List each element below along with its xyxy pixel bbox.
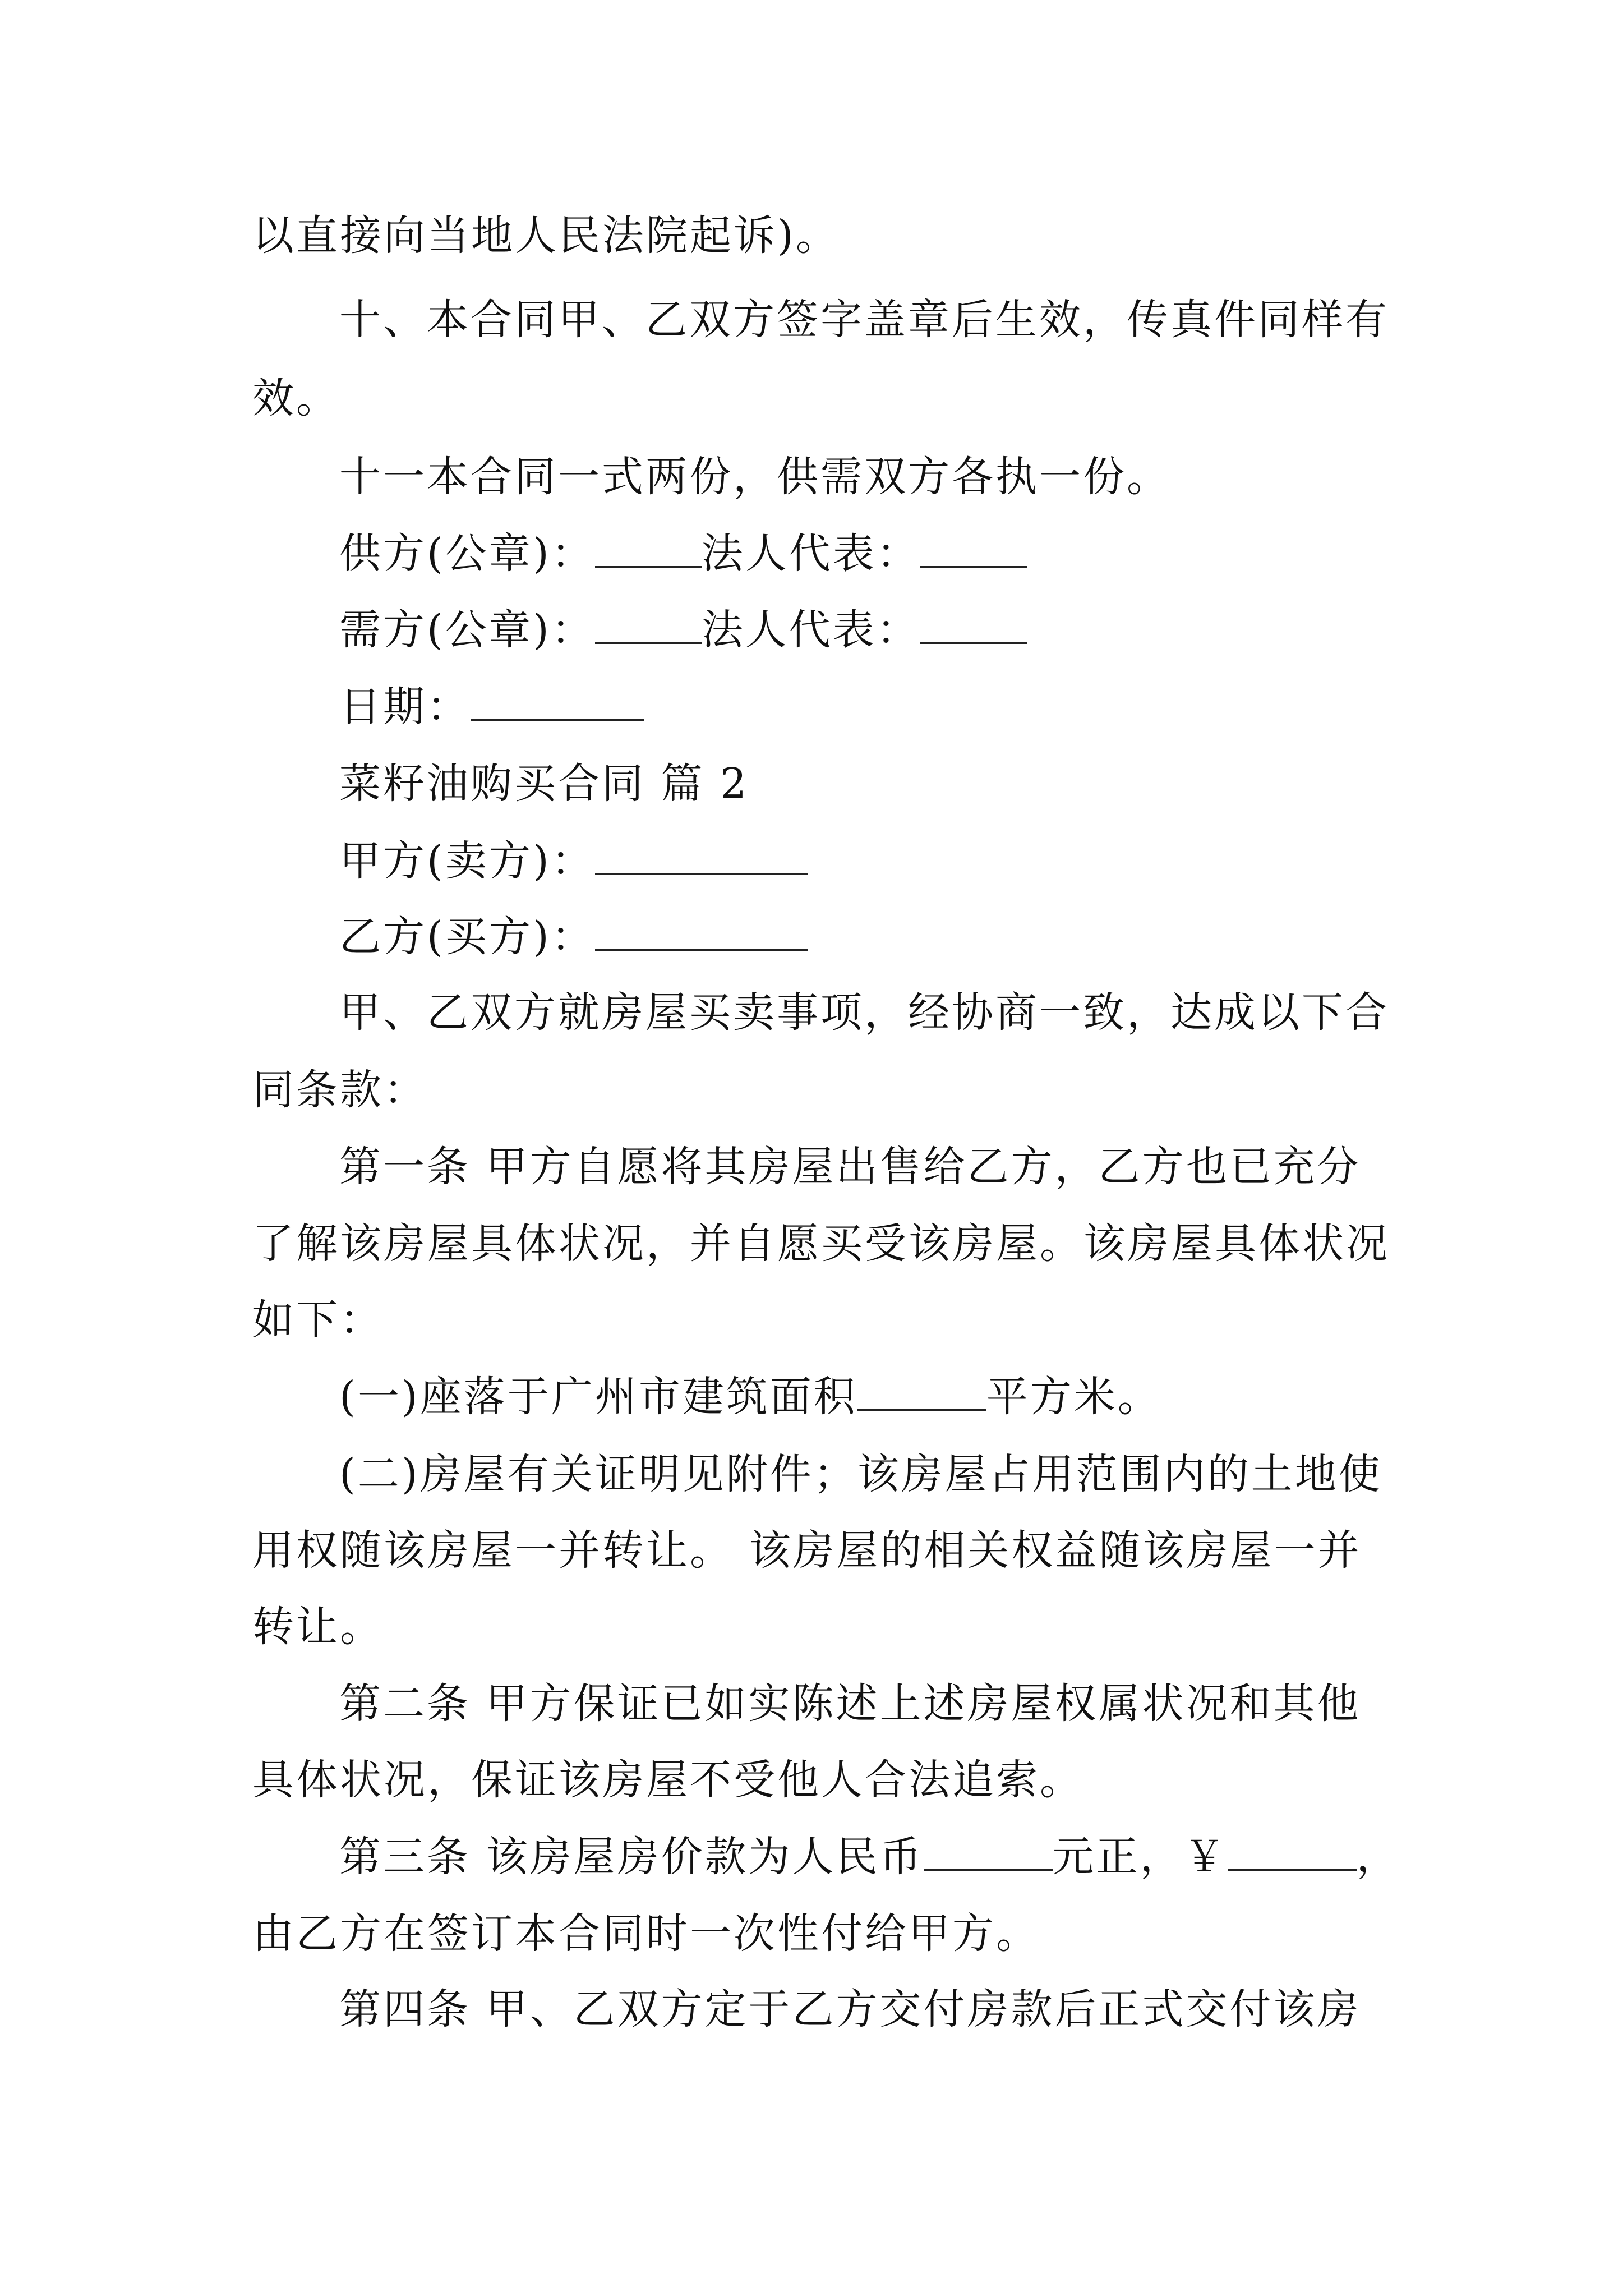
party-b-label: 乙方(买方)： bbox=[339, 913, 595, 961]
legal-rep-label: 法人代表： bbox=[701, 606, 920, 654]
paragraph-line bbox=[252, 1292, 384, 1348]
party-b-blank bbox=[595, 913, 808, 951]
text: 以直接向当地人民法院起诉)。 bbox=[252, 211, 840, 260]
legal-rep-blank bbox=[920, 606, 1027, 644]
party-b-line bbox=[339, 909, 808, 965]
legal-rep-label: 法人代表： bbox=[701, 530, 920, 578]
party-a-label: 甲方(卖方)： bbox=[339, 837, 595, 885]
text: 第四条 甲、乙双方定于乙方交付房款后正式交付该房 bbox=[339, 1985, 1361, 2033]
price-rmb-blank bbox=[924, 1833, 1053, 1871]
date-label: 日期： bbox=[339, 683, 471, 731]
paragraph-line bbox=[252, 1062, 427, 1118]
text: 甲、乙双方就房屋买卖事项，经协商一致，达成以下合 bbox=[339, 988, 1389, 1037]
supplier-seal-blank bbox=[595, 530, 702, 568]
paragraph-line bbox=[339, 1446, 1382, 1502]
buyer-seal-label: 需方(公章)： bbox=[339, 606, 595, 654]
date-blank bbox=[471, 683, 644, 721]
area-blank bbox=[857, 1373, 986, 1411]
party-a-blank bbox=[595, 838, 808, 875]
text: 由乙方在签订本合同时一次性付给甲方。 bbox=[252, 1910, 1040, 1958]
party-a-line bbox=[339, 833, 808, 889]
area-label: (一)座落于广州市建筑面积 bbox=[339, 1373, 857, 1421]
paragraph-line bbox=[252, 1599, 384, 1655]
date-line bbox=[339, 679, 644, 735]
text: 第一条 甲方自愿将其房屋出售给乙方，乙方也已充分 bbox=[339, 1143, 1361, 1191]
price-yen-blank bbox=[1228, 1833, 1357, 1871]
paragraph-line bbox=[252, 208, 840, 264]
price-line bbox=[339, 1829, 1400, 1885]
legal-rep-blank bbox=[920, 530, 1027, 568]
supplier-seal-label: 供方(公章)： bbox=[339, 530, 595, 578]
text: 转让。 bbox=[252, 1603, 384, 1651]
buyer-signature-line bbox=[339, 602, 1027, 658]
paragraph-line bbox=[339, 1139, 1361, 1195]
text: 菜籽油购买合同 篇 2 bbox=[339, 760, 749, 808]
text: 如下： bbox=[252, 1296, 384, 1344]
text: 十、本合同甲、乙双方签字盖章后生效，传真件同样有 bbox=[339, 296, 1389, 344]
text: 效。 bbox=[252, 374, 340, 422]
price-yuan-label: 元正，￥ bbox=[1052, 1833, 1228, 1881]
text: 十一本合同一式两份，供需双方各执一份。 bbox=[339, 453, 1170, 501]
text: 了解该房屋具体状况，并自愿买受该房屋。该房屋具体状况 bbox=[252, 1220, 1390, 1268]
comma: ， bbox=[1356, 1833, 1400, 1881]
paragraph-line bbox=[252, 1522, 1362, 1579]
buyer-seal-blank bbox=[595, 606, 702, 644]
paragraph-line bbox=[339, 1676, 1361, 1732]
paragraph-line bbox=[252, 1752, 1083, 1808]
text: 第二条 甲方保证已如实陈述上述房屋权属状况和其他 bbox=[339, 1680, 1361, 1728]
text: 用权随该房屋一并转让。 该房屋的相关权益随该房屋一并 bbox=[252, 1526, 1362, 1575]
paragraph-line bbox=[252, 370, 340, 426]
paragraph-line bbox=[252, 1906, 1040, 1962]
supplier-signature-line bbox=[339, 526, 1027, 582]
text: 具体状况，保证该房屋不受他人合法追索。 bbox=[252, 1756, 1083, 1804]
section-title bbox=[339, 756, 749, 812]
text: 同条款： bbox=[252, 1066, 427, 1114]
paragraph-line bbox=[339, 292, 1389, 348]
area-unit: 平方米。 bbox=[986, 1373, 1161, 1421]
paragraph-line bbox=[339, 449, 1170, 505]
text: (二)房屋有关证明见附件；该房屋占用范围内的土地使 bbox=[339, 1450, 1382, 1498]
paragraph-line bbox=[252, 1216, 1390, 1272]
area-line bbox=[339, 1369, 1161, 1425]
paragraph-line bbox=[339, 1981, 1361, 2037]
price-label: 第三条 该房屋房价款为人民币 bbox=[339, 1833, 924, 1881]
paragraph-line bbox=[339, 984, 1389, 1041]
